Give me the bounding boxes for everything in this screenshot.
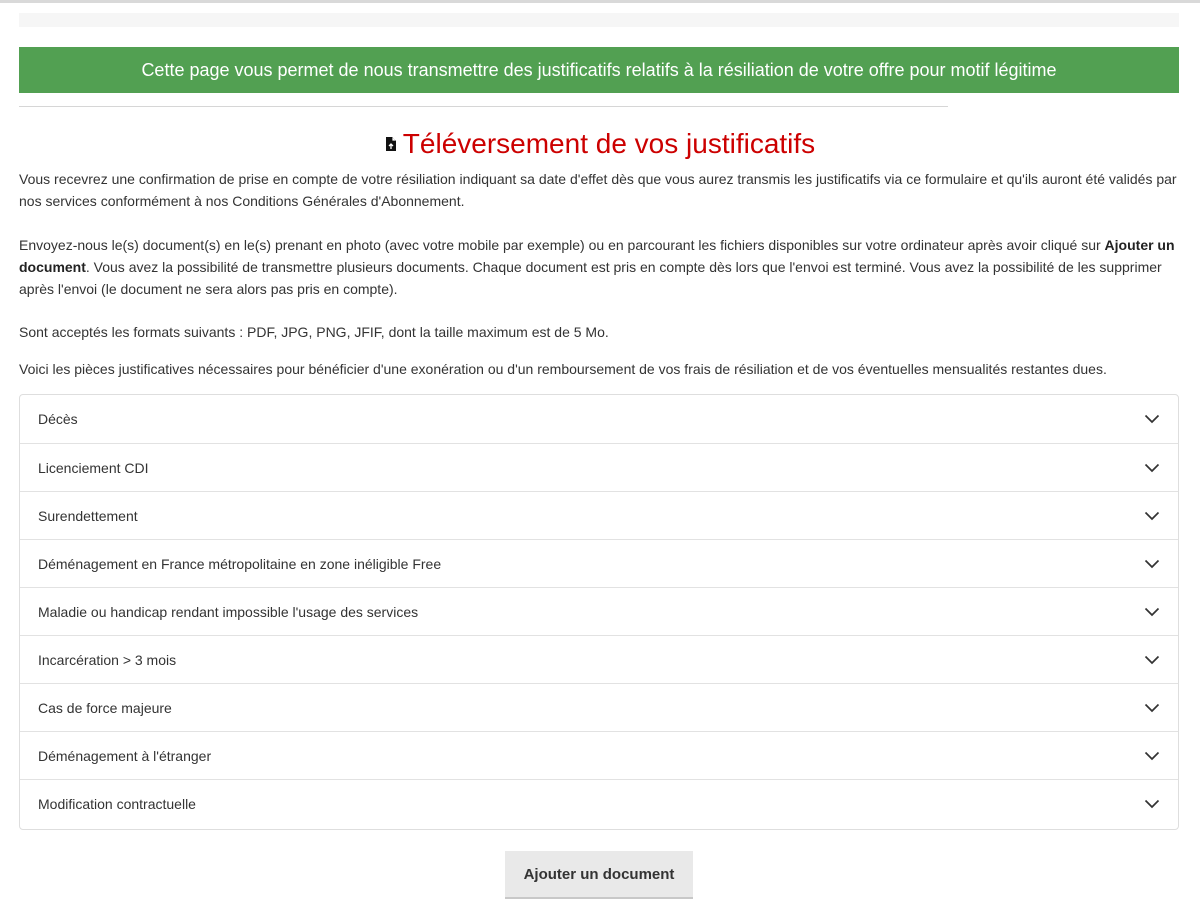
chevron-down-icon[interactable] (1144, 511, 1160, 521)
page-title (0, 124, 1200, 164)
accordion-item-label: Modification contractuelle (38, 795, 196, 812)
info-banner (19, 47, 1179, 93)
accordion-item-label: Surendettement (38, 507, 138, 524)
accordion-item-label: Cas de force majeure (38, 699, 172, 716)
chevron-down-icon[interactable] (1144, 655, 1160, 665)
accordion-item-surendettement[interactable] (20, 491, 1178, 539)
chevron-down-icon[interactable] (1144, 607, 1160, 617)
accordion-item-licenciement[interactable] (20, 443, 1178, 491)
divider (19, 106, 948, 107)
chevron-down-icon[interactable] (1144, 751, 1160, 761)
accordion-item-label: Maladie ou handicap rendant impossible l'usage des services (38, 603, 419, 620)
chevron-down-icon[interactable] (1144, 463, 1160, 473)
info-banner-text: Cette page vous permet de nous transmettre des justificatifs relatifs à la résiliation de votre offre pour motif légitime (141, 59, 1057, 80)
accordion-item-incarceration[interactable] (20, 635, 1178, 683)
top-strip (19, 13, 1179, 27)
intro-paragraph-2 (19, 234, 1179, 300)
accordion-item-label: Déménagement en France métropolitaine en zone inéligible Free (38, 555, 442, 572)
formats-note: Sont acceptés les formats suivants : PDF, JPG, PNG, JFIF, dont la taille maximum est de 5 Mo. (19, 324, 609, 340)
top-border (0, 0, 1200, 3)
accordion-item-label: Déménagement à l'étranger (38, 747, 212, 764)
accordion-item-maladie[interactable] (20, 587, 1178, 635)
accordion-item-label: Licenciement CDI (38, 459, 149, 476)
accordion-item-demenagement-france[interactable] (20, 539, 1178, 587)
chevron-down-icon[interactable] (1144, 703, 1160, 713)
add-document-mention: Ajouter un document (19, 237, 1175, 275)
accordion-item-modification-contractuelle[interactable] (20, 779, 1178, 827)
chevron-down-icon[interactable] (1144, 414, 1160, 424)
justificatifs-accordion (19, 394, 1179, 830)
add-document-button[interactable]: Ajouter un document (505, 851, 693, 899)
accordion-item-demenagement-etranger[interactable] (20, 731, 1178, 779)
chevron-down-icon[interactable] (1144, 559, 1160, 569)
intro-paragraph-1: Vous recevrez une confirmation de prise en compte de votre résiliation indiquant sa date d'effet dès que vous aurez transmis les justificatifs via ce formulaire et qu'ils auront été validés par nos services conformément à nos Conditions Générales d'Abonnement. (19, 171, 1177, 209)
accordion-item-label: Décès (38, 411, 78, 427)
page-title-text: Téléversement de vos justificatifs (402, 128, 816, 159)
requirements-note: Voici les pièces justificatives nécessaires pour bénéficier d'une exonération ou d'un remboursement de vos frais de résiliation et de vos éventuelles mensualités restantes dues. (19, 361, 1107, 377)
intro-paragraph-2-end: . Vous avez la possibilité de transmettre plusieurs documents. Chaque document est pris en compte dès lors que l'envoi est terminé. Vous avez la possibilité de les supprimer après l'envoi (le document ne sera alors pas pris en compte). (19, 259, 1162, 297)
chevron-down-icon[interactable] (1144, 799, 1160, 809)
accordion-item-label: Incarcération > 3 mois (38, 651, 177, 668)
intro-paragraph-2-start: Envoyez-nous le(s) document(s) en le(s) prenant en photo (avec votre mobile par exemple) ou en parcourant les fichiers disponibles sur votre ordinateur après avoir cliqué sur (19, 237, 1105, 253)
file-upload-icon (385, 136, 397, 152)
accordion-item-deces[interactable] (20, 395, 1178, 443)
accordion-item-force-majeure[interactable] (20, 683, 1178, 731)
